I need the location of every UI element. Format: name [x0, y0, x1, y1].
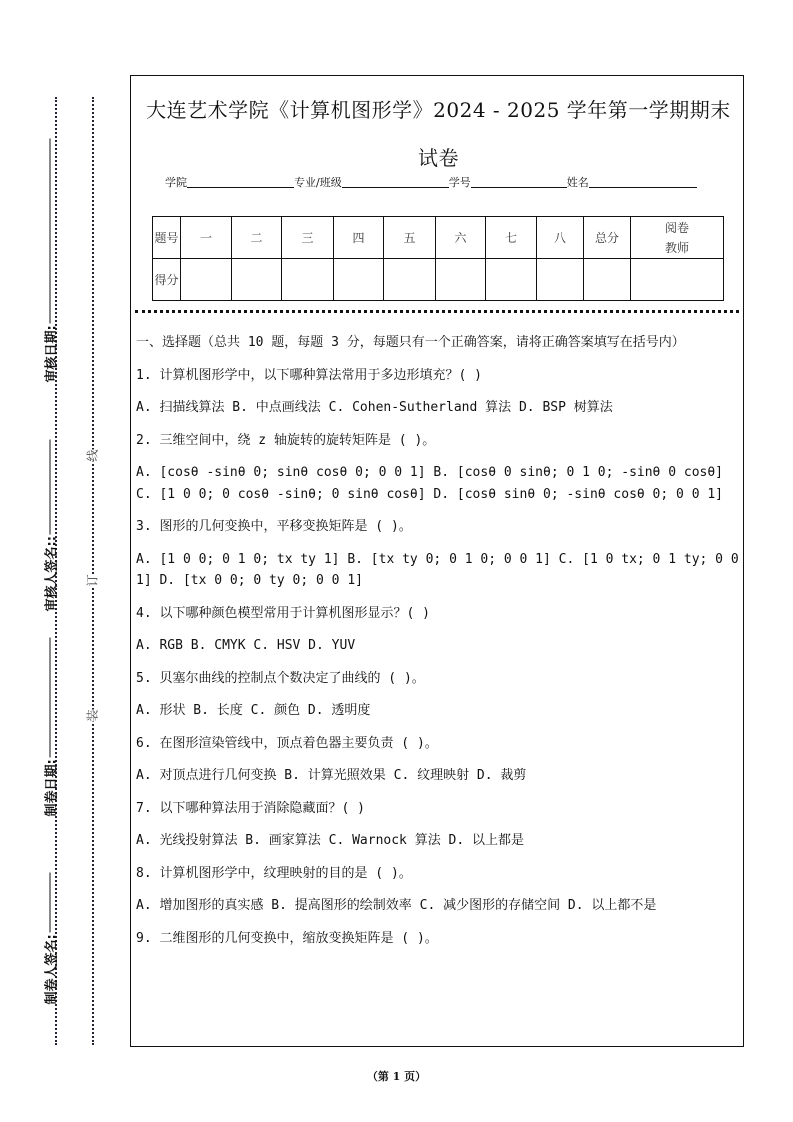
- binding-dotted-line-inner: [92, 97, 94, 1045]
- score-cell[interactable]: [334, 259, 384, 301]
- options: A. 对顶点进行几何变换 B. 计算光照效果 C. 纹理映射 D. 裁剪: [136, 768, 527, 783]
- options: A. 光线投射算法 B. 画家算法 C. Warnock 算法 D. 以上都是: [136, 833, 525, 848]
- options: A. RGB B. CMYK C. HSV D. YUV: [136, 638, 356, 653]
- question: 7. 以下哪种算法用于消除隐藏面？( ): [136, 800, 365, 816]
- question: 1. 计算机图形学中，以下哪种算法常用于多边形填充？( ): [136, 367, 482, 383]
- question: 9. 二维图形的几何变换中，缩放变换矩阵是 ( )。: [136, 930, 438, 946]
- question: 4. 以下哪种颜色模型常用于计算机图形显示？( ): [136, 605, 430, 621]
- section-heading: 一、选择题（总共 10 题，每题 3 分，每题只有一个正确答案，请将正确答案填写在括号内）: [136, 335, 685, 350]
- reviewer-signature-field: 审核人签名::: [41, 432, 60, 612]
- question: 3. 图形的几何变换中，平移变换矩阵是 ( )。: [136, 519, 412, 534]
- name-field[interactable]: [589, 187, 697, 188]
- options: A. [cosθ -sinθ 0; sinθ cosθ 0; 0 0 1] B. [cosθ 0 sinθ; 0 1 0; -sinθ 0 cosθ] C. [1 0 0; 0 cosθ -sinθ; 0 sinθ cosθ] D. [cosθ sinθ 0; -sinθ cosθ 0; 0 0 1]: [136, 465, 723, 502]
- maker-date-field: 制卷日期:: [41, 627, 60, 817]
- options: A. [1 0 0; 0 1 0; tx ty 1] B. [tx ty 0; 0 1 0; 0 0 1] C. [1 0 tx; 0 1 ty; 0 0 1] D. [tx 0 0; 0 ty 0; 0 0 1]: [136, 551, 739, 588]
- dotted-separator: [135, 310, 739, 313]
- score-cell[interactable]: [486, 259, 537, 301]
- score-cell[interactable]: [181, 259, 232, 301]
- options: A. 扫描线算法 B. 中点画线法 C. Cohen-Sutherland 算法 D. BSP 树算法: [136, 400, 613, 415]
- score-cell[interactable]: [232, 259, 282, 301]
- question: 2. 三维空间中，绕 z 轴旋转的旋转矩阵是 ( )。: [136, 432, 436, 448]
- maker-signature-field: 制卷人签名:: [41, 865, 60, 1005]
- score-cell[interactable]: [537, 259, 584, 301]
- review-date-field: 审核日期:: [41, 133, 60, 383]
- college-field[interactable]: [187, 187, 294, 188]
- question: 8. 计算机图形学中，纹理映射的目的是 ( )。: [136, 865, 412, 881]
- exam-title: 大连艺术学院《计算机图形学》2024 - 2025 学年第一学期期末试卷: [146, 98, 731, 170]
- score-row: 得分: [153, 259, 724, 301]
- student-info-row: 学院 专业/班级 学号 姓名: [165, 174, 697, 190]
- cut-mark-zhuang: 装: [85, 709, 100, 722]
- exam-frame: [130, 75, 744, 1047]
- page-number: （第 1 页）: [366, 1070, 427, 1083]
- score-cell[interactable]: [584, 259, 631, 301]
- major-class-field[interactable]: [342, 187, 449, 188]
- cut-mark-ding: 订: [85, 574, 100, 587]
- options: A. 形状 B. 长度 C. 颜色 D. 透明度: [136, 703, 371, 718]
- options: A. 增加图形的真实感 B. 提高图形的绘制效率 C. 减少图形的存储空间 D. 以上都不是: [136, 898, 657, 913]
- student-id-field[interactable]: [471, 187, 567, 188]
- score-cell[interactable]: [631, 259, 724, 301]
- question: 5. 贝塞尔曲线的控制点个数决定了曲线的 ( )。: [136, 670, 425, 686]
- score-cell[interactable]: [384, 259, 436, 301]
- score-header-row: 题号 一 二 三 四 五 六 七 八 总分 阅卷教师: [153, 217, 724, 259]
- question-list: [136, 332, 742, 960]
- score-table: [152, 216, 724, 301]
- score-cell[interactable]: [436, 259, 486, 301]
- score-cell[interactable]: [282, 259, 334, 301]
- question: 6. 在图形渲染管线中，顶点着色器主要负责 ( )。: [136, 735, 438, 751]
- cut-mark-xian: 线: [85, 449, 100, 462]
